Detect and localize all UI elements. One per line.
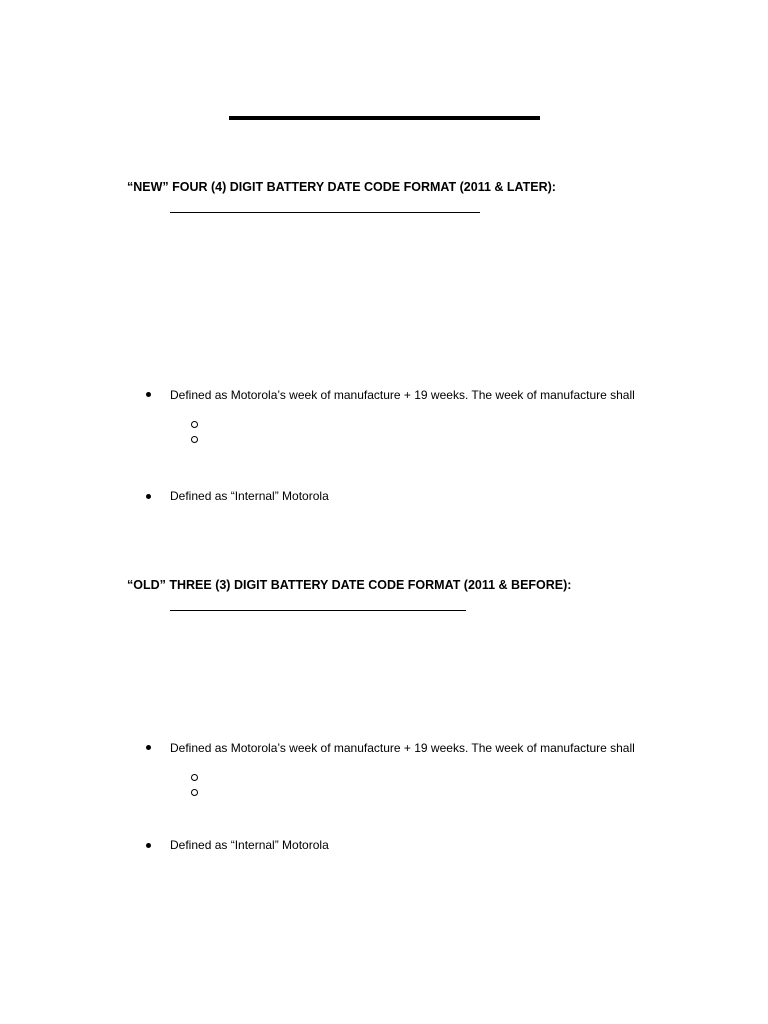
title-rule — [229, 116, 540, 120]
section-underline-new — [170, 212, 480, 213]
bullet-icon — [146, 494, 151, 499]
sub-bullet-icon — [191, 436, 198, 443]
sub-bullet-icon — [191, 421, 198, 428]
bullet-text-week-old: Defined as Motorola’s week of manufacture + 19 weeks. The week of manufacture shall — [170, 741, 635, 755]
bullet-icon — [146, 392, 151, 397]
bullet-text-internal-new: Defined as “Internal” Motorola — [170, 489, 329, 503]
section-heading-old: “OLD” THREE (3) DIGIT BATTERY DATE CODE FORMAT (2011 & BEFORE): — [127, 578, 572, 592]
section-underline-old — [170, 610, 466, 611]
bullet-icon — [146, 843, 151, 848]
bullet-text-internal-old: Defined as “Internal” Motorola — [170, 838, 329, 852]
bullet-icon — [146, 745, 151, 750]
section-heading-new: “NEW” FOUR (4) DIGIT BATTERY DATE CODE FORMAT (2011 & LATER): — [127, 180, 556, 194]
bullet-text-week-new: Defined as Motorola’s week of manufacture + 19 weeks. The week of manufacture shall — [170, 388, 635, 402]
sub-bullet-icon — [191, 774, 198, 781]
sub-bullet-icon — [191, 789, 198, 796]
